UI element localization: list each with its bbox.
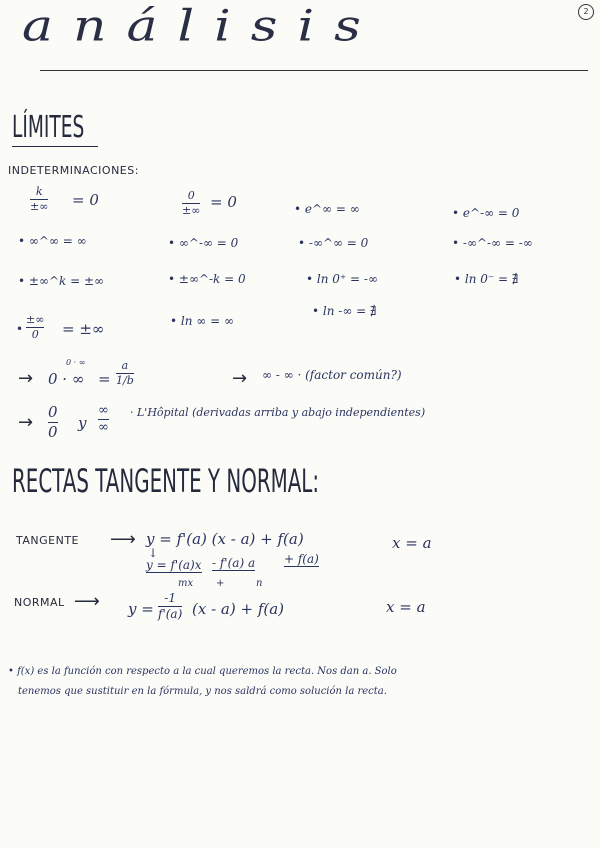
limit-neg-inf-neg-inf: • -∞^-∞ = -∞ [452, 236, 533, 250]
fraction-pm-inf-over-0: ±∞ 0 [26, 313, 45, 342]
limit-result: = 0 [72, 191, 99, 209]
limit-result: = ±∞ [62, 320, 105, 338]
and-text: y [78, 414, 87, 432]
bullet: • [16, 322, 24, 336]
right-arrow-icon: → [232, 368, 248, 389]
inf-minus-inf: ∞ - ∞ · (factor común?) [262, 368, 402, 382]
tangente-label: TANGENTE [16, 534, 79, 547]
normal-condition: x = a [386, 598, 426, 616]
lhopital-rule: · L'Hôpital (derivadas arriba y abajo independientes) [130, 406, 426, 419]
title-underline [40, 70, 588, 71]
label-mx: mx [178, 578, 194, 589]
page-title: análisis [22, 2, 381, 52]
limit-pm-inf-neg-k: • ±∞^-k = 0 [168, 272, 246, 286]
limites-heading: LÍMITES [12, 110, 85, 145]
limit-inf-neg-inf: • ∞^-∞ = 0 [168, 236, 239, 250]
limit-ln-inf: • ln ∞ = ∞ [170, 314, 234, 328]
limit-ln-0-minus: • ln 0⁻ = ∄ [454, 272, 519, 286]
limit-inf-inf: • ∞^∞ = ∞ [18, 234, 87, 248]
limites-heading-underline [12, 146, 98, 147]
label-n: n [256, 578, 263, 589]
page-number-mark: 2 [578, 4, 594, 20]
fraction-a-over-1-b: a 1/b [116, 359, 134, 388]
fraction-k-over-inf: k ±∞ [30, 185, 49, 214]
indeterminaciones-label: INDETERMINACIONES: [8, 164, 139, 177]
limit-e-inf: • e^∞ = ∞ [294, 202, 360, 216]
right-arrow-icon: → [18, 368, 34, 389]
right-arrow-icon: → [18, 412, 34, 433]
equals-sign: = [98, 370, 111, 388]
right-arrow-icon: ⟶ [74, 591, 100, 612]
limit-pm-inf-k: • ±∞^k = ±∞ [18, 274, 105, 288]
down-arrow-icon: ↓ [148, 546, 159, 560]
label-plus: + [216, 578, 225, 589]
fraction-neg1-over-fprime: -1 f'(a) [158, 591, 183, 622]
rectas-heading: RECTAS TANGENTE Y NORMAL: [12, 462, 320, 500]
note-line-2: tenemos que sustituir en la fórmula, y nos saldrá como solución la recta. [18, 686, 387, 697]
tangente-sub-mx: y = f'(a)x [146, 558, 202, 572]
limit-ln-neg-inf: • ln -∞ = ∄ [312, 304, 377, 318]
zero-times-inf: 0 · ∞ [48, 370, 85, 388]
limit-ln-0-plus: • ln 0⁺ = -∞ [306, 272, 378, 286]
tangente-equation: y = f'(a) (x - a) + f(a) [146, 530, 304, 548]
limit-result: = 0 [210, 193, 237, 211]
normal-label: NORMAL [14, 596, 65, 609]
tangente-condition: x = a [392, 534, 432, 552]
zero-times-inf-exponents: 0 · ∞ [66, 358, 86, 367]
note-line-1: • f(x) es la función con respecto a la cual queremos la recta. Nos dan a. Solo [8, 666, 397, 677]
fraction-0-over-inf: 0 ±∞ [182, 189, 201, 218]
right-arrow-icon: ⟶ [110, 529, 136, 550]
limit-neg-inf-inf: • -∞^∞ = 0 [298, 236, 369, 250]
normal-equation-rest: (x - a) + f(a) [192, 600, 285, 618]
fraction-inf-over-inf: ∞ ∞ [98, 403, 109, 436]
normal-y-equals: y = [128, 600, 154, 618]
tangente-sub-n: - f'(a) a [212, 556, 256, 570]
fraction-0-over-0: 0 0 [48, 403, 58, 441]
limit-e-neg-inf: • e^-∞ = 0 [452, 206, 520, 220]
tangente-sub-fa: + f(a) [284, 552, 319, 566]
